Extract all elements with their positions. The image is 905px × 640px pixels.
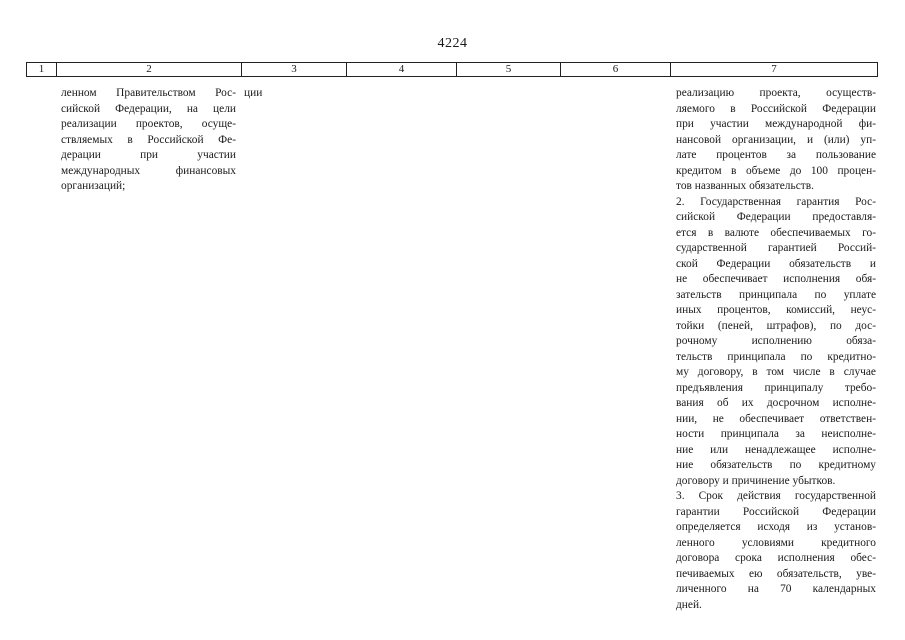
text-line: дней. xyxy=(676,598,702,611)
text-line: рочному исполнению обяза- xyxy=(676,335,876,347)
text-line: ции xyxy=(244,87,263,99)
text-line: сийской Федерации предоставля- xyxy=(676,211,876,223)
text-line: определяется исходя из установ- xyxy=(676,521,876,533)
text-line: ется в валюте обеспечиваемых го- xyxy=(676,226,876,239)
text-line: ленном Правительством Рос- xyxy=(61,87,236,99)
column-3-text xyxy=(244,86,284,102)
text-line: дерации при участии xyxy=(61,149,236,161)
text-line: международных финансовых xyxy=(61,164,236,177)
text-line: 2. Государственная гарантия Рос- xyxy=(676,195,876,208)
text-line: договора срока исполнения обес- xyxy=(676,552,876,564)
header-col-5: 5 xyxy=(457,63,561,76)
text-line: договору и причинение убытков. xyxy=(676,474,836,487)
text-line: сударственной гарантией Россий- xyxy=(676,242,876,254)
text-line: тойки (пеней, штрафов), по дос- xyxy=(676,319,876,332)
text-line: печиваемых ею обязательств, уве- xyxy=(676,567,876,580)
text-line: ленного условиями кредитного xyxy=(676,536,876,549)
text-line: гарантии Российской Федерации xyxy=(676,505,876,518)
text-line: зательств принципала по уплате xyxy=(676,288,876,301)
text-line: ние обязательств по кредитному xyxy=(676,459,876,471)
header-col-4: 4 xyxy=(347,63,457,76)
text-line: му договору, в том числе в случае xyxy=(676,366,876,378)
text-line: ствляемых в Российской Фе- xyxy=(61,133,236,146)
column-7-text xyxy=(676,86,876,613)
text-line: ской Федерации обязательств и xyxy=(676,257,876,270)
text-line: кредитом в объеме до 100 процен- xyxy=(676,164,876,177)
text-line: при участии международной фи- xyxy=(676,118,876,130)
text-line: личенного на 70 календарных xyxy=(676,583,876,595)
text-line: организаций; xyxy=(61,180,126,192)
header-col-3: 3 xyxy=(242,63,347,76)
text-line: предъявления принципалу требо- xyxy=(676,381,876,394)
text-line: сийской Федерации, на цели xyxy=(61,102,236,115)
header-col-1: 1 xyxy=(27,63,57,76)
text-line: лате процентов за пользование xyxy=(676,149,876,161)
text-line: ности принципала за неисполне- xyxy=(676,428,876,440)
text-line: ляемого в Российской Федерации xyxy=(676,102,876,115)
text-line: 3. Срок действия государственной xyxy=(676,490,876,502)
text-line: тов названных обязательств. xyxy=(676,180,814,192)
text-line: вания об их досрочном исполне- xyxy=(676,397,876,409)
text-line: не обеспечивает исполнения обя- xyxy=(676,273,876,285)
text-line: реализацию проекта, осуществ- xyxy=(676,87,876,99)
text-line: нансовой организации, и (или) уп- xyxy=(676,133,876,146)
header-col-7: 7 xyxy=(771,63,777,75)
text-line: нии, не обеспечивает ответствен- xyxy=(676,412,876,425)
header-col-6: 6 xyxy=(561,63,671,76)
column-2-text xyxy=(61,86,236,195)
text-line: иных процентов, комиссий, неус- xyxy=(676,304,876,316)
header-col-2: 2 xyxy=(57,63,242,76)
text-line: тельств принципала по кредитно- xyxy=(676,350,876,363)
table-header-row xyxy=(26,62,878,77)
text-line: реализации проектов, осуще- xyxy=(61,118,236,130)
text-line: ние или ненадлежащее исполне- xyxy=(676,443,876,456)
page-number: 4224 xyxy=(437,36,468,51)
